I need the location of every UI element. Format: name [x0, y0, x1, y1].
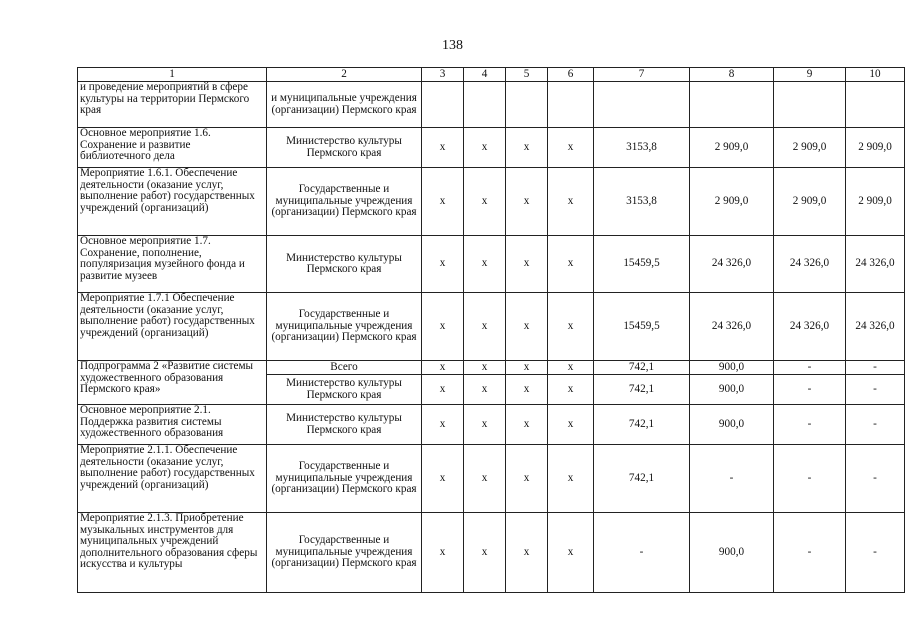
amount-cell: 3153,8 — [594, 168, 690, 236]
header-cell: 9 — [774, 68, 846, 82]
responsible-cell: Министерство культуры Пермского края — [267, 128, 422, 168]
responsible-cell: Министерство культуры Пермского края — [267, 375, 422, 405]
code-cell — [548, 82, 594, 128]
header-cell: 8 — [690, 68, 774, 82]
code-cell — [464, 82, 506, 128]
header-cell: 7 — [594, 68, 690, 82]
measure-name-cell: Основное мероприятие 1.6. Сохранение и развитие библиотечного дела — [78, 128, 267, 168]
amount-cell — [594, 82, 690, 128]
code-cell: х — [548, 361, 594, 375]
table-row — [78, 445, 905, 513]
amount-cell: 3153,8 — [594, 128, 690, 168]
amount-cell: - — [846, 405, 905, 445]
code-cell: х — [464, 445, 506, 513]
code-cell: х — [506, 168, 548, 236]
header-cell: 1 — [78, 68, 267, 82]
amount-cell: 742,1 — [594, 405, 690, 445]
amount-cell: 2 909,0 — [774, 168, 846, 236]
measure-name-cell: Основное мероприятие 2.1. Поддержка развития системы художественного образования — [78, 405, 267, 445]
amount-cell: - — [774, 361, 846, 375]
code-cell: х — [548, 375, 594, 405]
code-cell: х — [506, 236, 548, 293]
amount-cell: 900,0 — [690, 375, 774, 405]
code-cell: х — [422, 293, 464, 361]
amount-cell: 900,0 — [690, 361, 774, 375]
page-number: 138 — [442, 38, 463, 53]
amount-cell: - — [774, 375, 846, 405]
table-row — [78, 82, 905, 128]
amount-cell: 2 909,0 — [774, 128, 846, 168]
amount-cell: 15459,5 — [594, 236, 690, 293]
measure-name-cell: и проведение мероприятий в сфере культуры на территории Пермского края — [78, 82, 267, 128]
amount-cell: 2 909,0 — [846, 128, 905, 168]
responsible-cell: Государственные и муниципальные учреждения (организации) Пермского края — [267, 293, 422, 361]
amount-cell: - — [774, 405, 846, 445]
code-cell: х — [464, 375, 506, 405]
code-cell: х — [464, 236, 506, 293]
code-cell: х — [506, 513, 548, 593]
code-cell: х — [548, 168, 594, 236]
budget-table — [77, 67, 905, 593]
code-cell: х — [422, 375, 464, 405]
responsible-cell: Министерство культуры Пермского края — [267, 236, 422, 293]
measure-name-cell: Мероприятие 1.6.1. Обеспечение деятельности (оказание услуг, выполнение работ) государственных учреждений (организаций) — [78, 168, 267, 236]
code-cell: х — [464, 293, 506, 361]
table-row — [78, 405, 905, 445]
code-cell: х — [422, 168, 464, 236]
subprogram-name-cell: Подпрограмма 2 «Развитие системы художественного образования Пермского края» — [78, 361, 267, 405]
amount-cell: 24 326,0 — [846, 236, 905, 293]
code-cell: х — [506, 293, 548, 361]
responsible-cell: и муниципальные учреждения (организации) Пермского края — [267, 82, 422, 128]
amount-cell: 24 326,0 — [774, 236, 846, 293]
amount-cell: 24 326,0 — [690, 293, 774, 361]
code-cell: х — [548, 513, 594, 593]
amount-cell: - — [594, 513, 690, 593]
code-cell — [422, 82, 464, 128]
amount-cell: - — [774, 445, 846, 513]
amount-cell — [846, 82, 905, 128]
amount-cell: 742,1 — [594, 445, 690, 513]
code-cell: х — [422, 236, 464, 293]
amount-cell: - — [846, 375, 905, 405]
amount-cell: - — [774, 513, 846, 593]
code-cell: х — [506, 361, 548, 375]
amount-cell: 24 326,0 — [774, 293, 846, 361]
header-cell: 5 — [506, 68, 548, 82]
amount-cell: - — [690, 445, 774, 513]
code-cell: х — [506, 405, 548, 445]
amount-cell: 15459,5 — [594, 293, 690, 361]
amount-cell: 742,1 — [594, 375, 690, 405]
responsible-cell: Государственные и муниципальные учреждения (организации) Пермского края — [267, 445, 422, 513]
responsible-cell: Государственные и муниципальные учреждения (организации) Пермского края — [267, 513, 422, 593]
responsible-cell: Государственные и муниципальные учреждения (организации) Пермского края — [267, 168, 422, 236]
code-cell: х — [506, 375, 548, 405]
table-row — [78, 513, 905, 593]
amount-cell: - — [846, 445, 905, 513]
table-row — [78, 361, 905, 375]
amount-cell: 24 326,0 — [846, 293, 905, 361]
code-cell — [506, 82, 548, 128]
header-cell: 2 — [267, 68, 422, 82]
code-cell: х — [464, 128, 506, 168]
code-cell: х — [506, 128, 548, 168]
code-cell: х — [548, 405, 594, 445]
code-cell: х — [422, 361, 464, 375]
header-cell: 6 — [548, 68, 594, 82]
code-cell: х — [506, 445, 548, 513]
code-cell: х — [464, 513, 506, 593]
table-row — [78, 168, 905, 236]
table-row — [78, 236, 905, 293]
code-cell: х — [422, 513, 464, 593]
header-cell: 10 — [846, 68, 905, 82]
responsible-cell: Министерство культуры Пермского края — [267, 405, 422, 445]
amount-cell: 24 326,0 — [690, 236, 774, 293]
amount-cell: 900,0 — [690, 405, 774, 445]
measure-name-cell: Мероприятие 1.7.1 Обеспечение деятельности (оказание услуг, выполнение работ) государственных учреждений (организаций) — [78, 293, 267, 361]
header-row — [78, 68, 905, 82]
code-cell: х — [464, 405, 506, 445]
amount-cell — [774, 82, 846, 128]
measure-name-cell: Основное мероприятие 1.7. Сохранение, пополнение, популяризация музейного фонда и развитие музеев — [78, 236, 267, 293]
code-cell: х — [548, 293, 594, 361]
amount-cell: 742,1 — [594, 361, 690, 375]
amount-cell: 2 909,0 — [690, 128, 774, 168]
code-cell: х — [464, 361, 506, 375]
code-cell: х — [548, 236, 594, 293]
code-cell: х — [464, 168, 506, 236]
code-cell: х — [422, 128, 464, 168]
table-row — [78, 293, 905, 361]
amount-cell — [690, 82, 774, 128]
code-cell: х — [548, 445, 594, 513]
table-row — [78, 128, 905, 168]
amount-cell: - — [846, 513, 905, 593]
responsible-cell: Всего — [267, 361, 422, 375]
code-cell: х — [548, 128, 594, 168]
code-cell: х — [422, 445, 464, 513]
amount-cell: - — [846, 361, 905, 375]
measure-name-cell: Мероприятие 2.1.3. Приобретение музыкальных инструментов для муниципальных учреждений дополнительного образования сферы искусства и культуры — [78, 513, 267, 593]
amount-cell: 2 909,0 — [690, 168, 774, 236]
amount-cell: 2 909,0 — [846, 168, 905, 236]
header-cell: 3 — [422, 68, 464, 82]
code-cell: х — [422, 405, 464, 445]
measure-name-cell: Мероприятие 2.1.1. Обеспечение деятельности (оказание услуг, выполнение работ) государственных учреждений (организаций) — [78, 445, 267, 513]
amount-cell: 900,0 — [690, 513, 774, 593]
header-cell: 4 — [464, 68, 506, 82]
